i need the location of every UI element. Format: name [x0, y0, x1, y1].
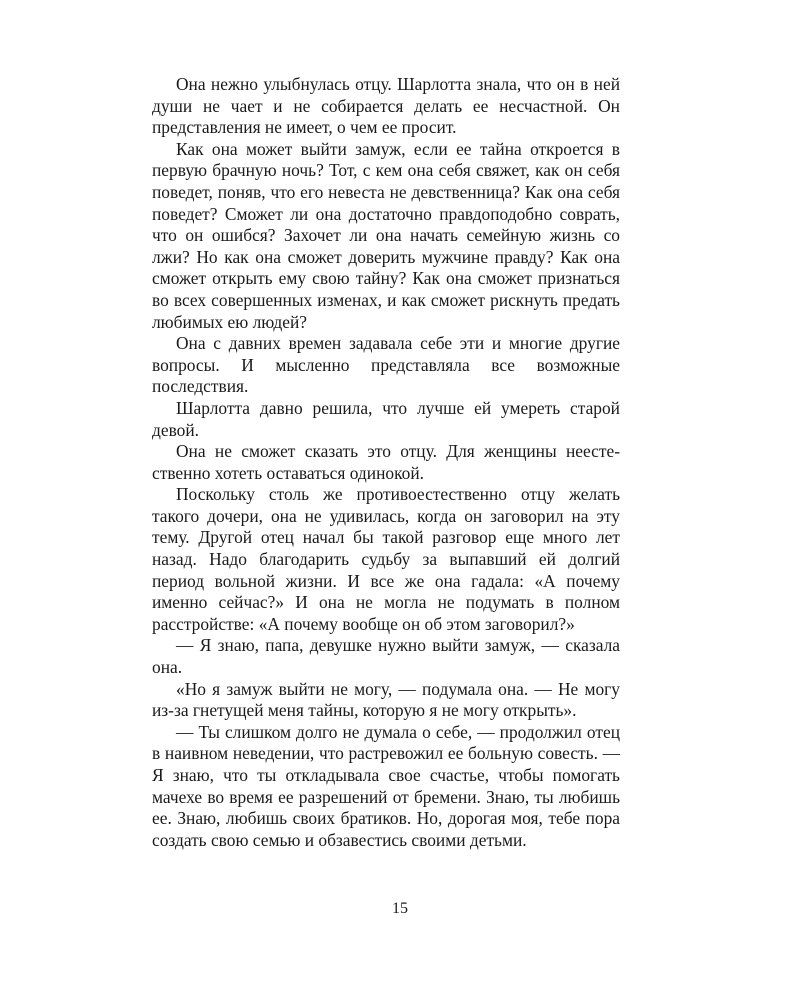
page-body [152, 74, 620, 851]
paragraph-3: Она с давних времен задавала себе эти и многие другие вопросы. И мысленно представляла все возможные последствия. [152, 333, 620, 397]
paragraph-2: Как она может выйти замуж, если ее тайна откроется в первую брачную ночь? Тот, с кем она себя свяжет, как он себя поведет, поняв, что его невеста не девственница? Как она себя поведет? Сможет ли она достаточно правдоподобно соврать, что он ошибся? Захочет ли она начать семейную жизнь со лжи? Но как она сможет доверить мужчине правду? Как она сможет открыть ему свою тайну? Как она сможет признаться во всех совершенных изменах, и как сможет рискнуть предать любимых ею людей? [152, 138, 620, 332]
paragraph-5: Она не сможет сказать это отцу. Для женщины неестественно хотеть оставаться одинокой. [152, 441, 620, 483]
paragraph-4: Шарлотта давно решила, что лучше ей умереть старой девой. [152, 397, 620, 440]
page-number: 15 [392, 900, 408, 917]
paragraph-9: — Ты слишком долго не думала о себе, — продолжил отец в наивном неведении, что растревожил ее больную совесть. — Я знаю, что ты откладывала свое счастье, чтобы помогать мачехе во время ее разрешений от бремени. Знаю, ты любишь ее. Знаю, любишь своих братиков. Но, дорогая моя, тебе пора создать свою семью и обзавестись своими детьми. [152, 721, 620, 850]
paragraph-6: Поскольку столь же противоестественно отцу желать такого дочери, она не удивилась, когда он заговорил на эту тему. Другой отец начал бы такой разговор еще много лет назад. Надо благодарить судьбу за выпавший ей долгий период вольной жизни. И все же она гадала: «А почему именно сейчас?» И она не могла не подумать в полном расстройстве: «А почему вообще он об этом заговорил?» [152, 484, 620, 634]
paragraph-1: Она нежно улыбнулась отцу. Шарлотта знала, что он в ней души не чает и не собирается делать ее несчастной. Он представления не имеет, о чем ее просит. [152, 74, 620, 138]
paragraph-7: — Я знаю, папа, девушке нужно выйти замуж, — сказала она. [152, 635, 620, 678]
paragraph-8: «Но я замуж выйти не могу, — подумала она. — Не могу из-за гнетущей меня тайны, которую я не могу открыть». [152, 678, 620, 721]
